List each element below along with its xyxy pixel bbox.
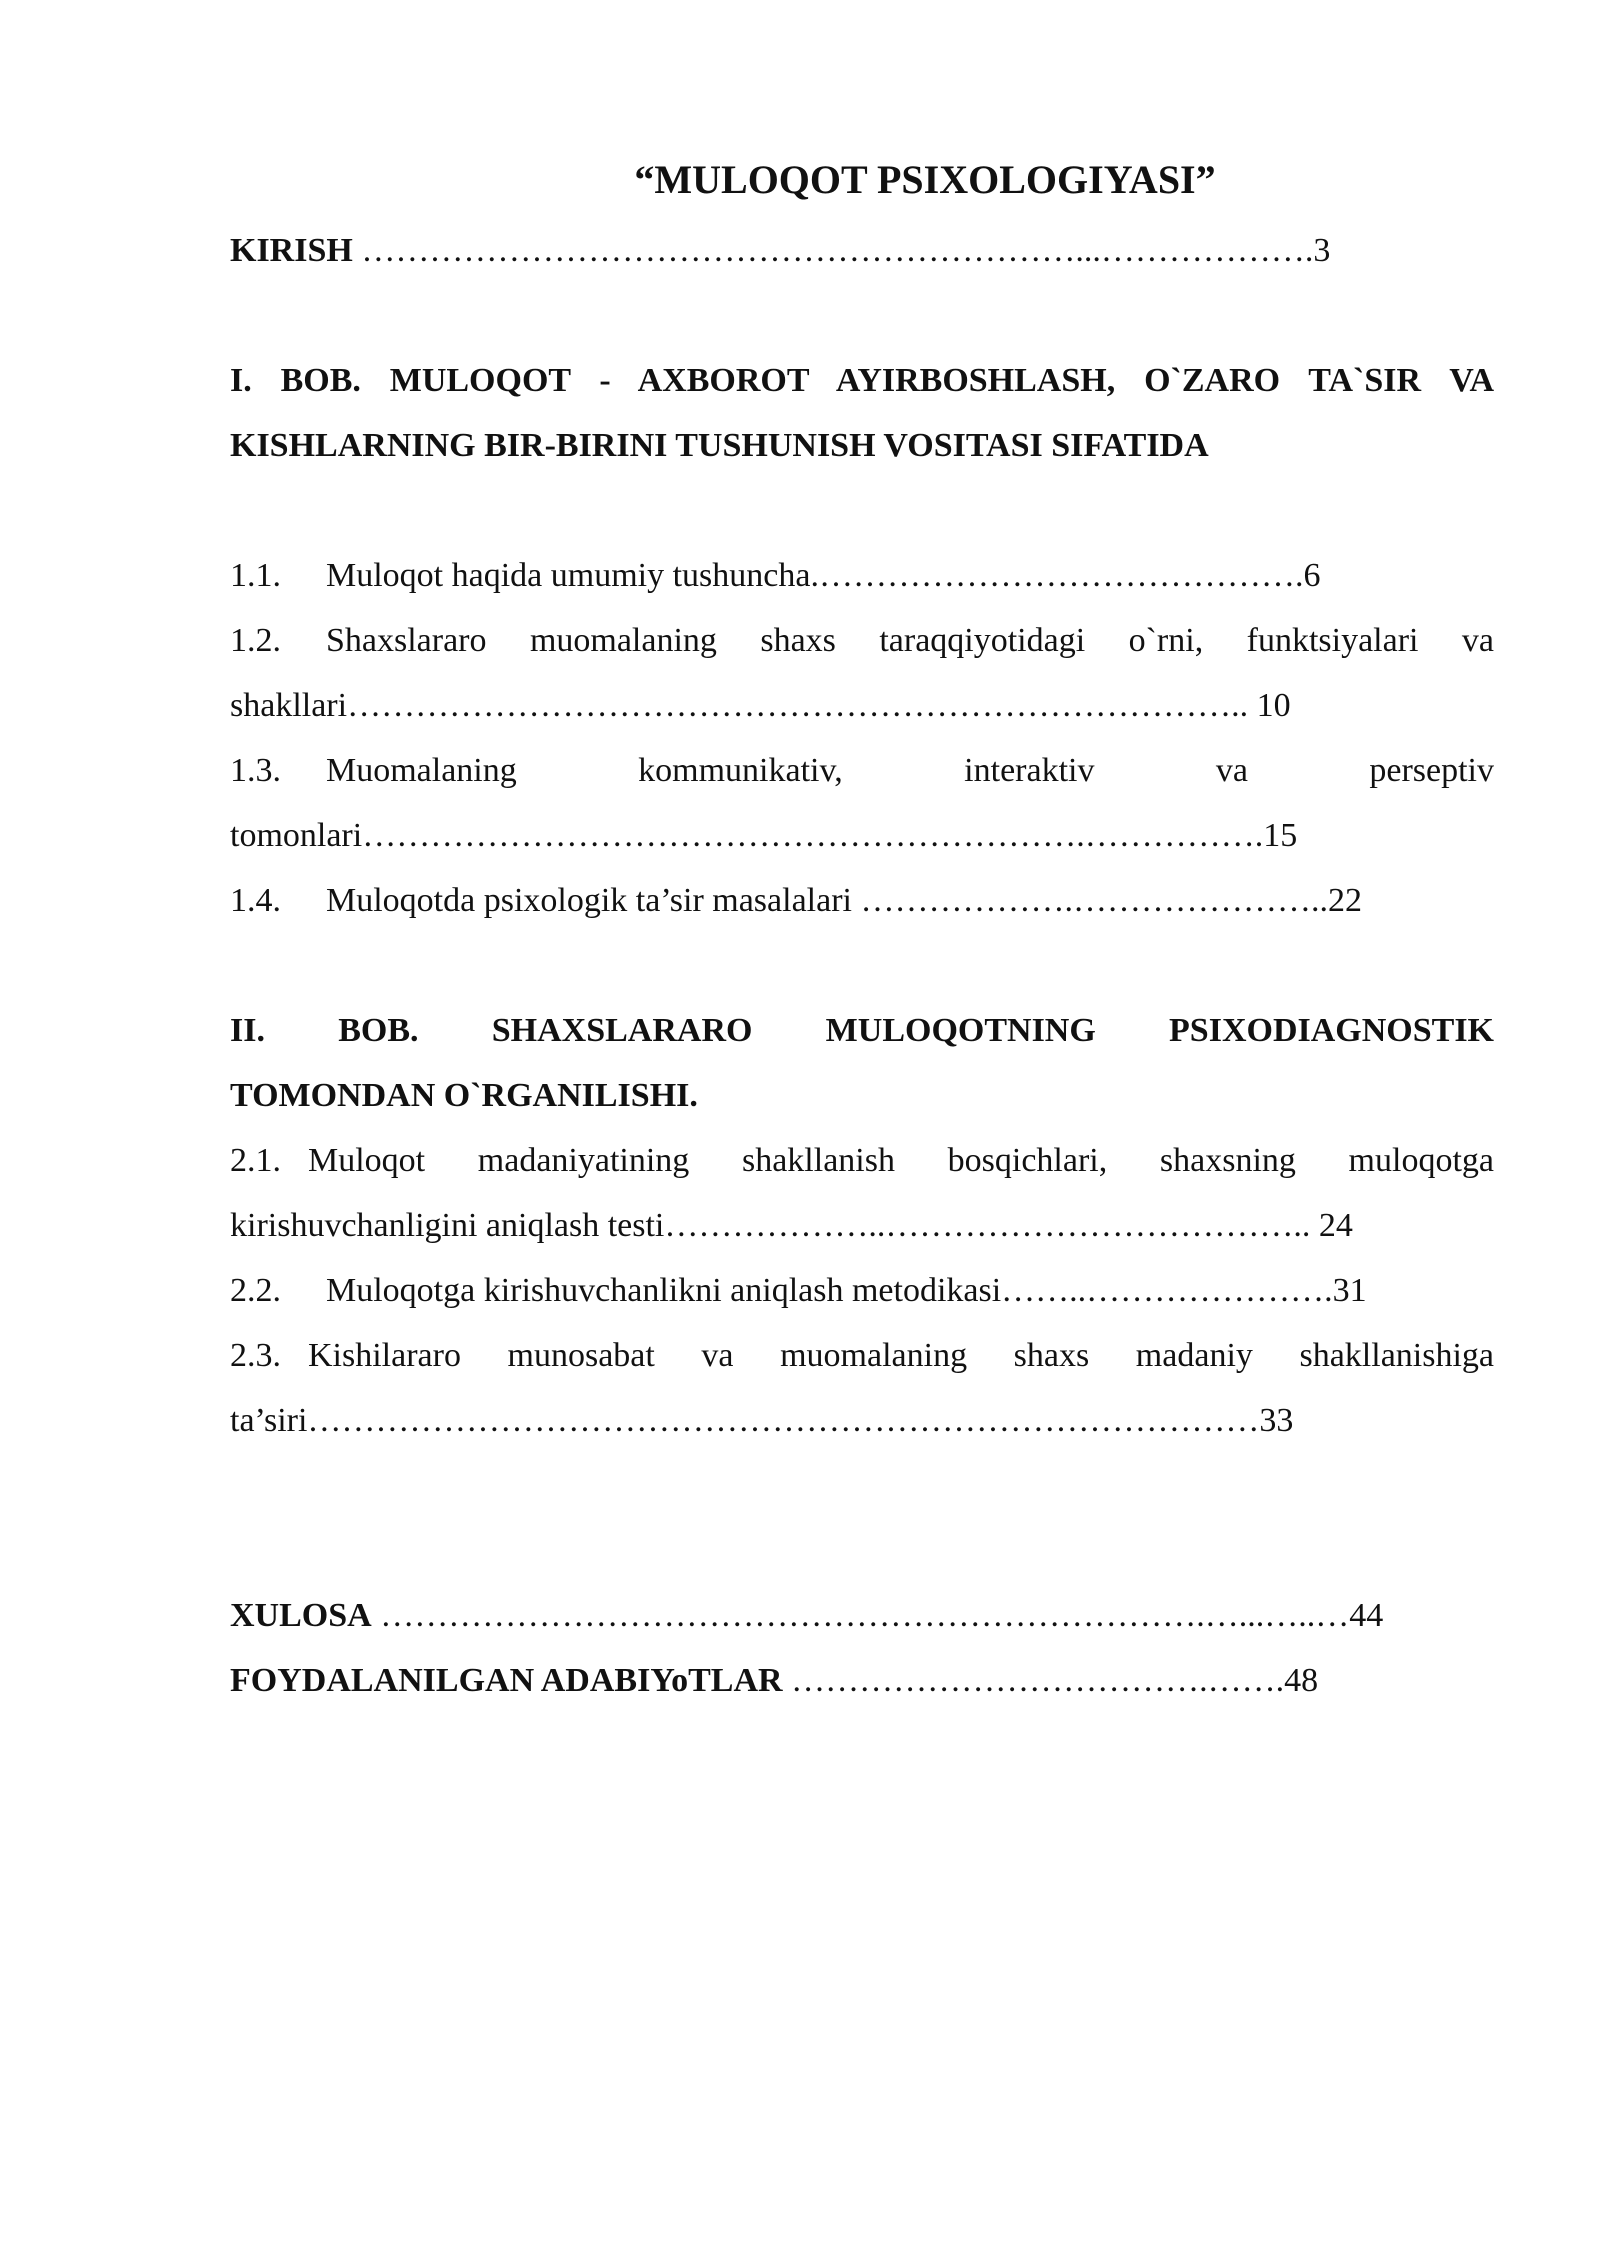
entry-leader: ……………………………………………………………….…...…..…44 [371,1597,1384,1634]
entry-number: 2.3. [230,1337,281,1374]
entry-text: Shaxslararo muomalaning shaxs taraqqiyotidagi o`rni, funktsiyalari va [326,622,1494,659]
entry-text: Muloqot haqida umumiy tushuncha.…………………………………….6 [326,557,1321,594]
entry-number: 2.1. [230,1142,281,1179]
entry-line-2: tomonlari……………………………………………………….…………….15 [230,817,1298,854]
entry-number: 1.1. [230,557,281,594]
entry-number: 1.4. [230,882,281,919]
entry-page: 3 [1313,232,1331,269]
entry-line-1 [230,1128,1494,1193]
entry-line-2: kirishuvchanligini aniqlash testi………………..……………………………….. 24 [230,1207,1353,1244]
toc-entry-2-3 [230,1323,1494,1453]
entry-line-1 [230,1323,1494,1388]
toc-entry-2-1 [230,1128,1494,1258]
entry-line-2: ta’siri…………………………………………………………………………33 [230,1402,1294,1439]
entry-line-2: shakllari…………………………………………………………………….. 10 [230,687,1291,724]
entry-label: FOYDALANILGAN ADABIYoTLAR [230,1662,783,1699]
entry-line-1 [230,608,1494,673]
table-of-contents [230,148,1494,1713]
chapter-2-heading-line-1: II. BOB. SHAXSLARARO MULOQOTNING PSIXODIAGNOSTIK [230,1012,1494,1049]
entry-text: Muloqotda psixologik ta’sir masalalari ……………….…………………..22 [326,882,1362,919]
toc-entry-kirish [230,218,1494,283]
toc-entry-1-2 [230,608,1494,738]
chapter-1-heading-line-1: I. BOB. MULOQOT - AXBOROT AYIRBOSHLASH, O`ZARO TA`SIR VA [230,362,1494,399]
toc-entry-1-4 [230,868,1494,933]
toc-entry-adabiyotlar [230,1648,1494,1713]
entry-leader: ………………………………………………………...………………. [352,232,1314,269]
chapter-1-heading-line-2: KISHLARNING BIR-BIRINI TUSHUNISH VOSITASI SIFATIDA [230,427,1209,464]
toc-entry-2-2 [230,1258,1494,1323]
entry-text: Muomalaning kommunikativ, interaktiv va perseptiv [326,752,1494,789]
entry-text: Muloqotga kirishuvchanlikni aniqlash metodikasi……..………………….31 [326,1272,1367,1309]
entry-number: 1.3. [230,752,281,789]
entry-number: 2.2. [230,1272,281,1309]
toc-entry-1-3 [230,738,1494,868]
entry-number: 1.2. [230,622,281,659]
toc-entry-1-1 [230,543,1494,608]
entry-text: Kishilararo munosabat va muomalaning shaxs madaniy shakllanishiga [308,1337,1494,1374]
entry-text: Muloqot madaniyatining shakllanish bosqichlari, shaxsning muloqotga [308,1142,1494,1179]
entry-label: KIRISH [230,232,353,269]
entry-line-1 [230,738,1494,803]
entry-label: XULOSA [230,1597,372,1634]
chapter-2-heading-line-2: TOMONDAN O`RGANILISHI. [230,1077,698,1114]
entry-leader: ……………………………….…….48 [782,1662,1319,1699]
toc-entry-xulosa [230,1583,1494,1648]
document-title: “MULOQOT PSIXOLOGIYASI” [634,157,1216,202]
